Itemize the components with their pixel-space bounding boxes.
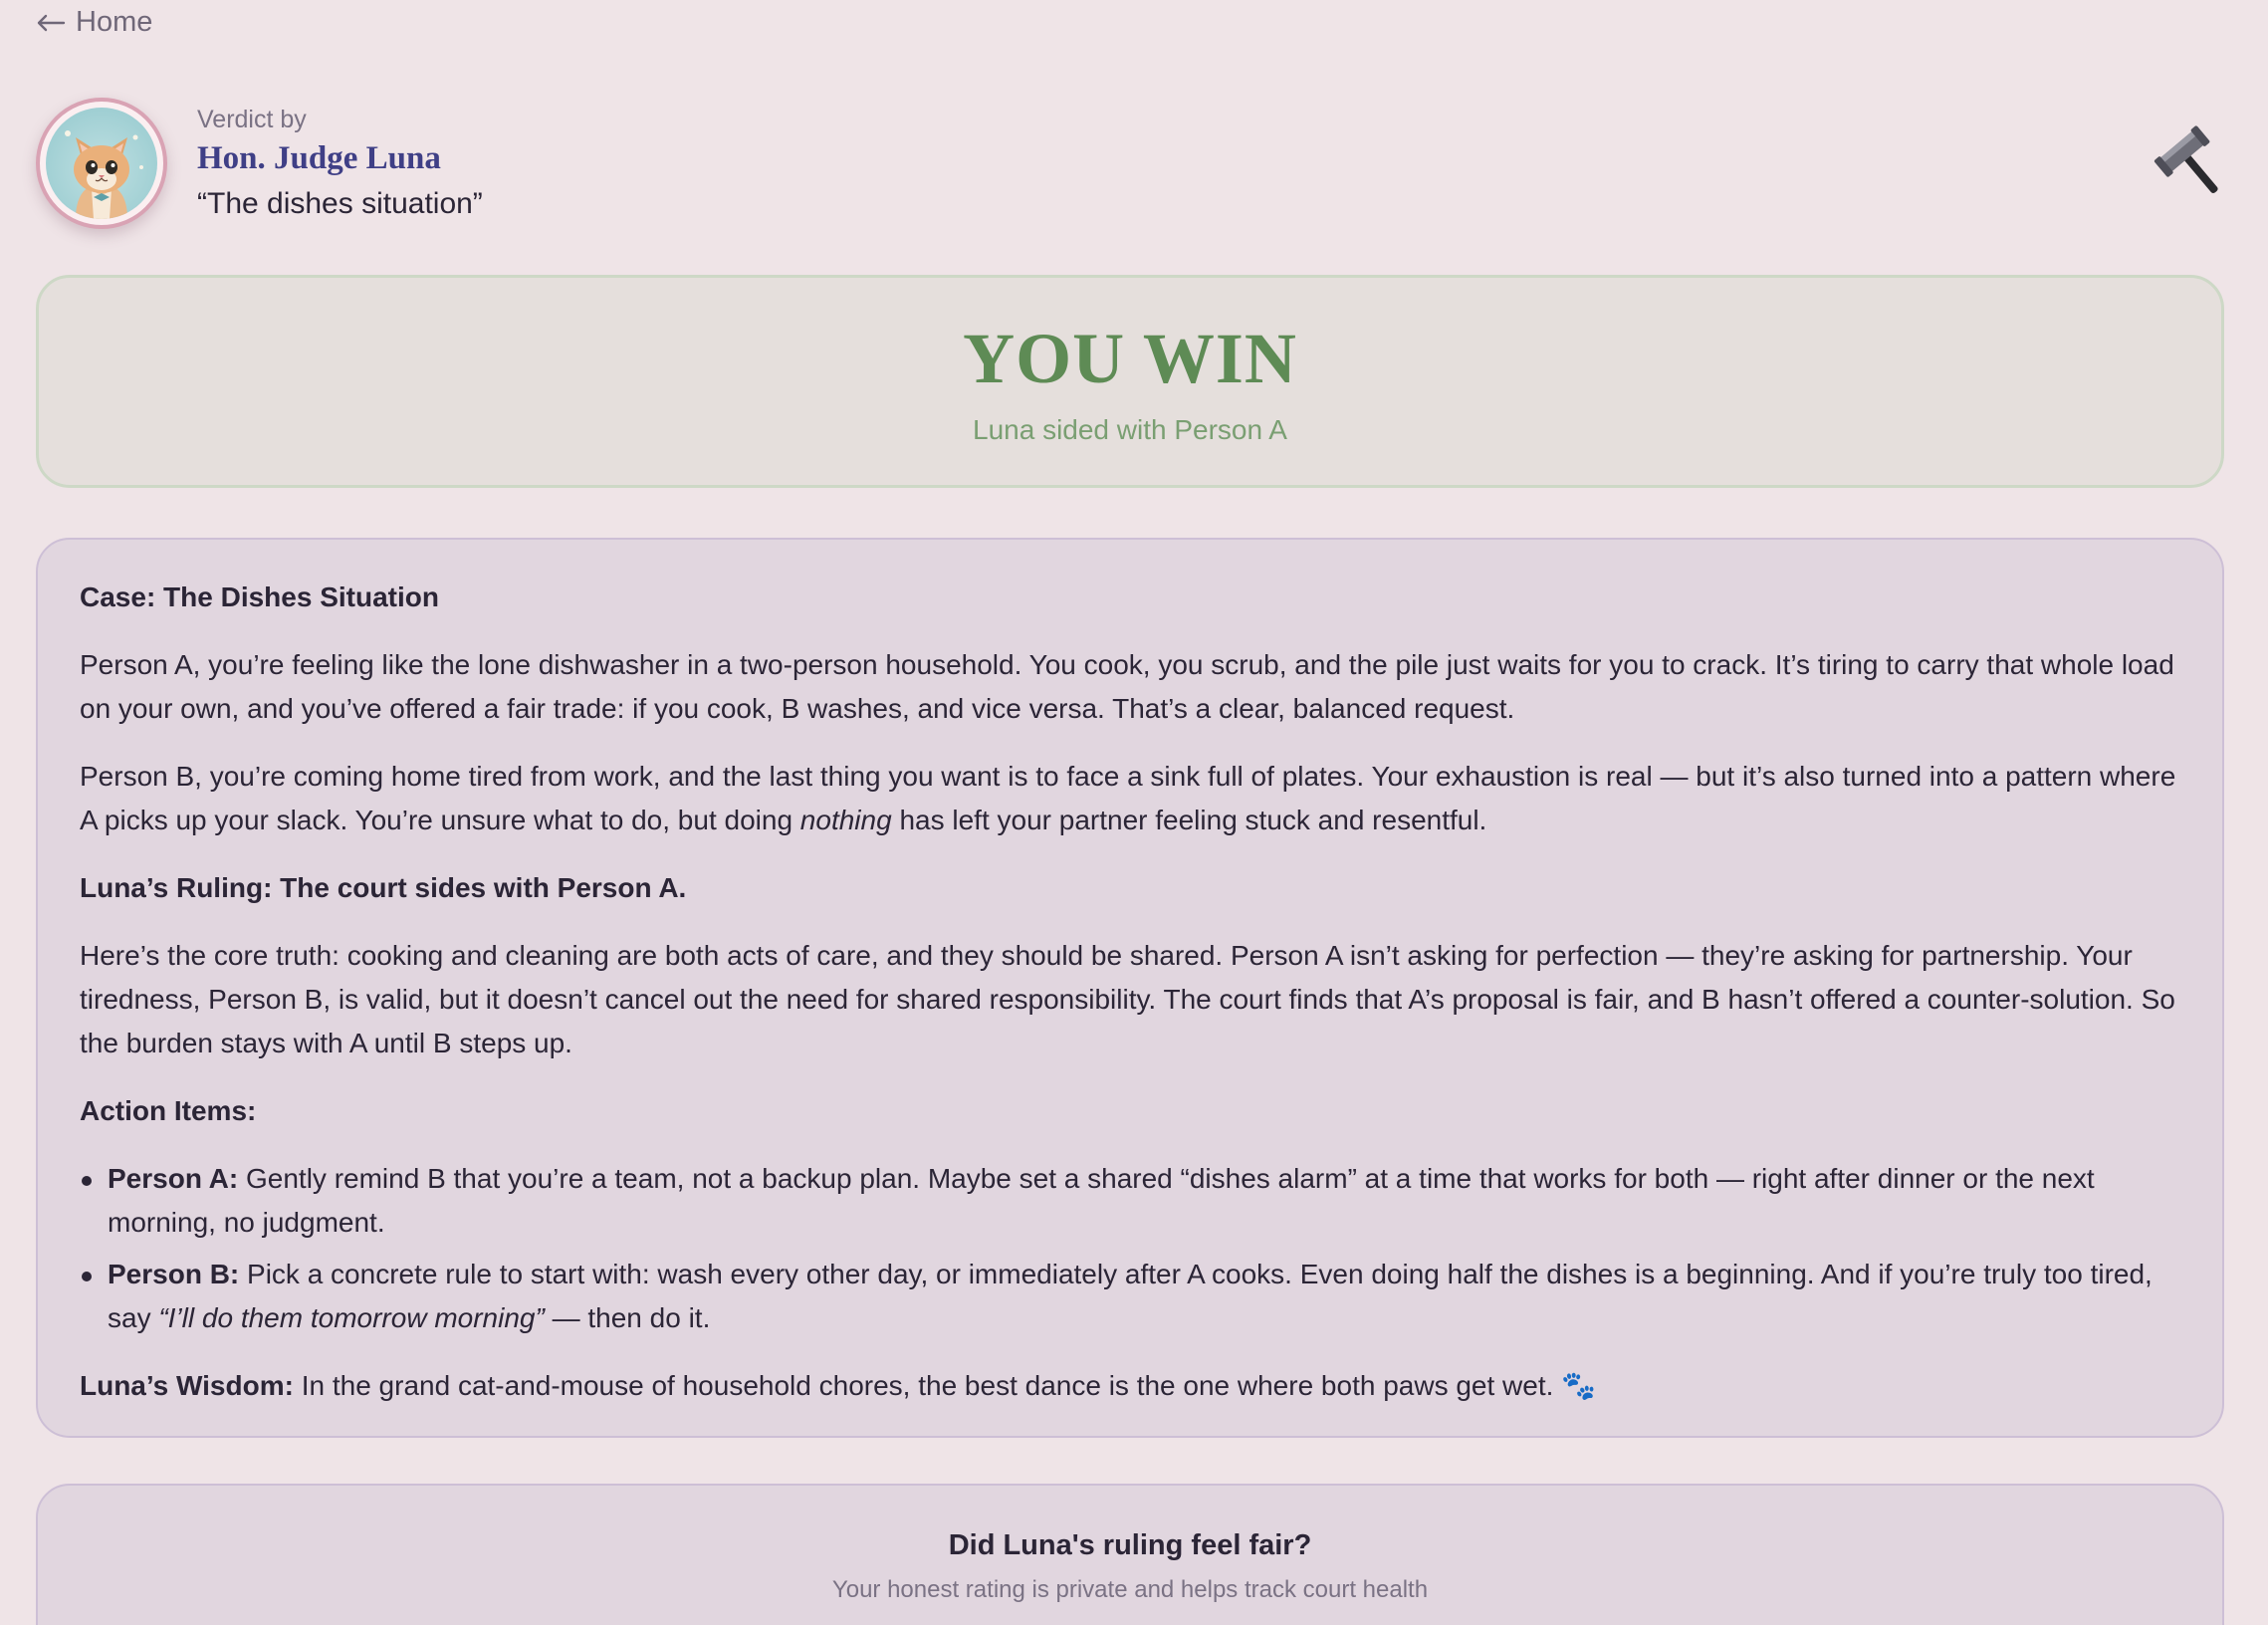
case-heading: Case: The Dishes Situation bbox=[80, 581, 439, 612]
case-title: “The dishes situation” bbox=[197, 187, 483, 220]
verdict-title: YOU WIN bbox=[963, 318, 1297, 398]
back-home-label: Home bbox=[76, 6, 153, 38]
feedback-subtitle: Your honest rating is private and helps track court health bbox=[831, 1576, 1429, 1603]
wisdom-label: Luna’s Wisdom: bbox=[80, 1370, 294, 1401]
action-b-label: Person B: bbox=[108, 1259, 240, 1289]
gavel-icon bbox=[2151, 121, 2230, 201]
core-truth-paragraph: Here’s the core truth: cooking and cleaning are both acts of care, and they should be shared. Person A isn’t asking for perfection — they’re asking for partnership. Your tiredness, Person B, is valid, but it doesn’t cancel out the need for shared responsibility. The court finds that A’s proposal is fair, and B hasn’t offered a counter-solution. So the burden stays with A until B steps up. bbox=[80, 940, 2175, 1058]
verdict-by-label: Verdict by bbox=[197, 106, 307, 133]
judge-avatar bbox=[36, 98, 167, 229]
list-item bbox=[80, 1253, 2180, 1340]
feedback-card bbox=[36, 1484, 2224, 1625]
feedback-title: Did Luna's ruling feel fair? bbox=[948, 1529, 1312, 1561]
action-b-text-2: — then do it. bbox=[544, 1302, 711, 1333]
action-items-heading: Action Items: bbox=[80, 1095, 257, 1126]
cat-judge-icon bbox=[46, 108, 157, 219]
action-items-list bbox=[80, 1157, 2180, 1340]
ruling-card bbox=[36, 538, 2224, 1438]
person-b-emphasis: nothing bbox=[799, 805, 892, 835]
person-a-paragraph: Person A, you’re feeling like the lone dishwasher in a two-person household. You cook, you scrub, and the pile just waits for you to crack. It’s tiring to carry that whole load on your own, and you’ve offered a fair trade: if you cook, B washes, and vice versa. That’s a clear, balanced request. bbox=[80, 649, 2174, 724]
action-a-text: Gently remind B that you’re a team, not a backup plan. Maybe set a shared “dishes alarm” at a time that works for both — right after dinner or the next morning, no judgment. bbox=[108, 1163, 2095, 1238]
action-b-emphasis: “I’ll do them tomorrow morning” bbox=[158, 1302, 545, 1333]
judge-header bbox=[36, 98, 2232, 229]
verdict-subtitle: Luna sided with Person A bbox=[973, 413, 1287, 445]
ruling-heading: Luna’s Ruling: The court sides with Person A. bbox=[80, 872, 687, 903]
judge-name: Hon. Judge Luna bbox=[197, 140, 441, 176]
action-b-text-1: Pick a concrete rule to start with: wash every other day, or immediately after A cooks. Even doing half the dishes is a beginning. And if you’re truly too tired, say bbox=[108, 1259, 2153, 1333]
list-item bbox=[80, 1157, 2180, 1245]
person-b-text-1: Person B, you’re coming home tired from work, and the last thing you want is to face a sink full of plates. Your exhaustion is real — but it’s also turned into a pattern where A picks up your slack. You’re unsure what to do, but doing bbox=[80, 761, 2176, 835]
judge-meta bbox=[197, 106, 483, 221]
wisdom-text: In the grand cat-and-mouse of household chores, the best dance is the one where both paws get wet. 🐾 bbox=[293, 1370, 1597, 1401]
arrow-left-icon bbox=[36, 13, 66, 33]
verdict-banner bbox=[36, 275, 2224, 488]
person-b-paragraph bbox=[80, 755, 2180, 842]
person-b-text-2: has left your partner feeling stuck and resentful. bbox=[891, 805, 1487, 835]
wisdom-paragraph bbox=[80, 1364, 2180, 1408]
action-a-label: Person A: bbox=[108, 1163, 239, 1194]
back-home-link[interactable] bbox=[36, 6, 152, 39]
